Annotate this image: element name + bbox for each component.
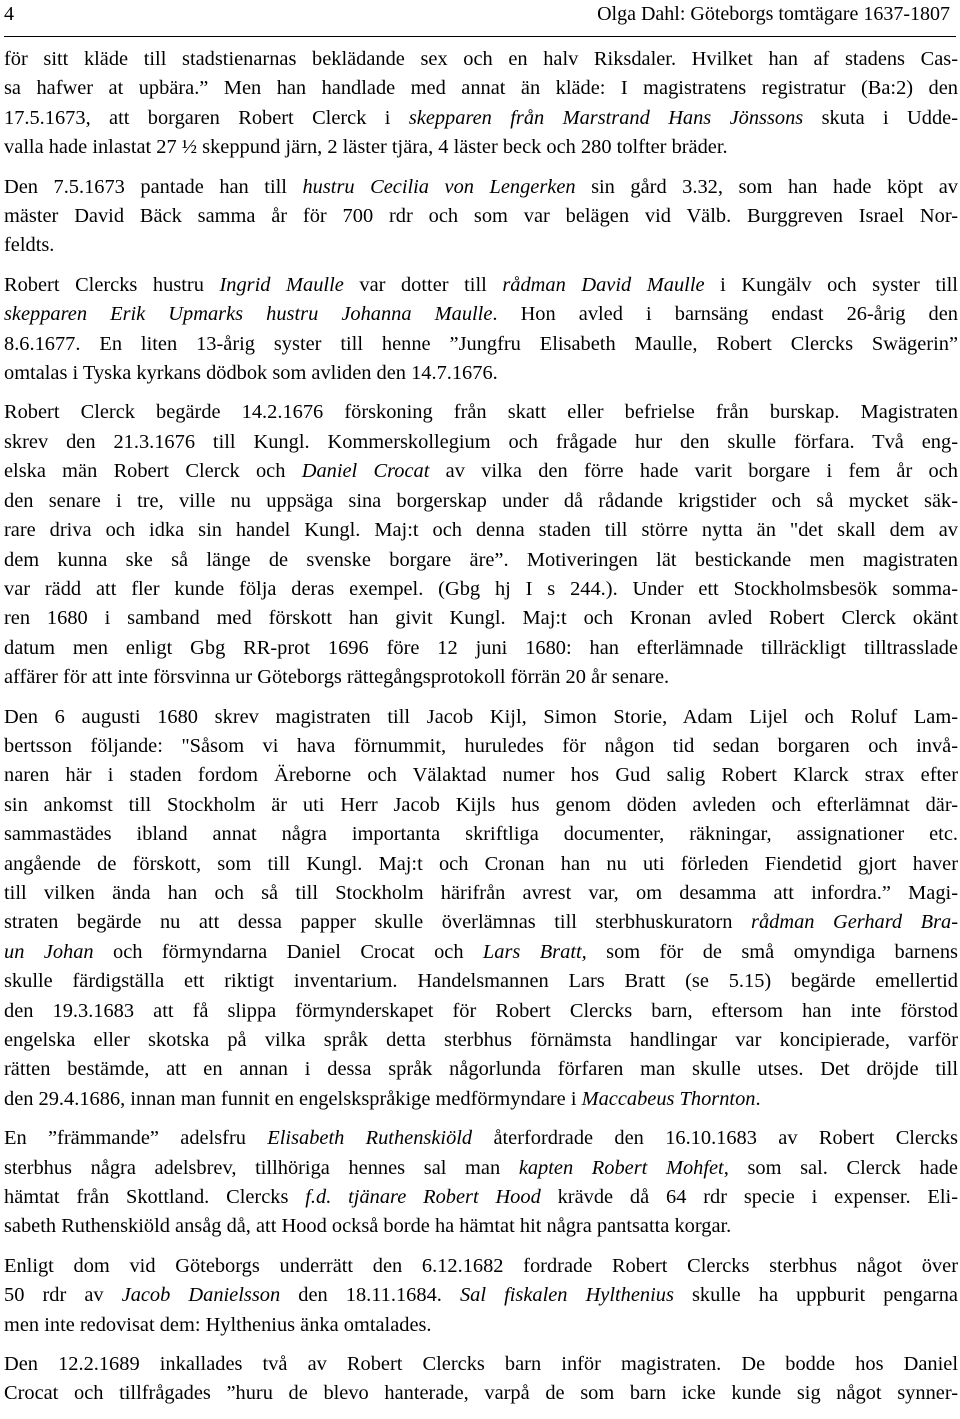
paragraph [4,1350,958,1409]
text-run: men inte redovisat dem: Hylthenius änka omtalades. [4,1313,432,1336]
italic-text: Sal fiskalen Hylthenius [459,1284,674,1307]
text-run: dem kunna ske så länge de svenske borgare äre”. Motiveringen lät bestickande men magistraten [4,548,958,571]
text-run: sin ankomst till Stockholm är uti Herr Jacob Kijls hus genom döden avleden och efterlämnat där- [4,793,958,816]
text-run: av vilka den förre hade varit borgare i fem år och [429,460,958,483]
text-run: sabeth Ruthenskiöld ansåg då, att Hood också borde ha hämtat hit några pantsatta korgar. [4,1215,732,1238]
text-line [4,703,958,732]
text-run: och förmyndarna Daniel Crocat och [93,940,483,963]
text-line [4,300,958,329]
italic-text: hustru Cecilia von Lengerken [302,175,576,198]
text-run: sa hafwer at upbära.” Men han handlade med annat än kläde: I magistratens registratur (Ba:2) den [4,77,958,100]
text-line [4,271,958,300]
text-line [4,516,958,545]
text-line [4,231,958,260]
text-line [4,850,958,879]
text-line [4,1252,958,1281]
text-run: skrev den 21.3.1676 till Kungl. Kommerskollegium och frågade hur den skulle förfara. Två eng- [4,430,958,453]
text-line [4,820,958,849]
paragraph [4,45,958,163]
paragraph [4,271,958,389]
text-run: den 19.3.1683 att få slippa förmynderskapet för Robert Clercks barn, eftersom han inte förstod [4,999,958,1022]
paragraph [4,703,958,1115]
text-line [4,1281,958,1310]
text-run: engelska eller skotska på vilka språk detta sterbhus förnämsta handlingar var koncipierade, varför [4,1029,958,1051]
text-run: Crocat och tillfrågades ”huru de blevo hanterade, varpå de som barn icke kunde sig något synner- [4,1382,958,1405]
text-line [4,45,958,74]
text-run: var dotter till [343,273,503,296]
text-run: krävde då 64 rdr specie i expenser. Eli- [540,1186,958,1209]
text-run: som för de små omyndiga barnens [586,940,958,963]
italic-text: kapten Robert Mohfet [518,1156,724,1179]
paragraph [4,173,958,261]
italic-text: Maccabeus Thornton [581,1087,756,1110]
page-number: 4 [4,3,14,25]
italic-text: skepparen Erik Upmarks hustru Johanna Maulle [4,303,493,326]
text-line [4,997,958,1026]
text-run: hämtat från Skottland. Clercks [4,1186,306,1209]
text-line [4,663,958,692]
text-line [4,1055,958,1084]
text-line [4,732,958,761]
italic-text: f.d. tjänare Robert Hood [305,1186,541,1209]
text-line [4,330,958,359]
text-line [4,791,958,820]
text-run: bertsson följande: "Såsom vi hava förnummit, huruledes för någon tid sedan borgaren och invå- [4,734,958,757]
text-line [4,879,958,908]
italic-text: Lars Bratt, [482,940,587,963]
text-line [4,359,958,388]
text-run: ren 1680 i samband med förskott han givit Kungl. Maj:t och Kronan avled Robert Clerck okänt [4,607,958,630]
text-run: 8.6.1677. En liten 13-årig syster till henne ”Jungfru Elisabeth Maulle, Robert Clercks Swägerin” [4,332,958,355]
text-run: . [755,1087,761,1110]
text-run: för sitt kläde till stadstienarnas beklädande sex och en halv Riksdaler. Hvilket han af stadens Cas- [4,48,958,70]
text-run: straten begärde nu att dessa papper skulle överlämnas till sterbhuskuratorn [4,911,752,934]
paragraph [4,1124,958,1242]
text-run: rätten bestämde, att en annan i dessa språk någorlunda förfaren man skulle utses. Det dröjde till [4,1058,958,1081]
italic-text: un Johan [4,940,94,963]
text-line [4,1379,958,1408]
text-line [4,202,958,231]
text-line [4,133,958,162]
italic-text: Ingrid Maulle [219,273,344,296]
text-run: den senare i tre, ville nu uppsäga sina borgerskap under då rådande krigstider och så mycket säk- [4,489,958,512]
text-run: angående de förskott, som till Kungl. Maj:t och Cronan han nu uti förleden Fiendetid gjort haver [4,852,958,875]
text-run: återfordrade den 16.10.1683 av Robert Clercks [472,1127,958,1150]
text-line [4,546,958,575]
text-run: affärer för att inte försvinna ur Göteborgs rättegångsprotokoll förrän 20 år senare. [4,666,670,689]
text-run: feldts. [4,234,55,257]
text-run: i Kungälv och syster till [704,273,958,296]
text-run: rare driva och idka sin handel Kungl. Maj:t och denna staden till större nytta än "det skall dem av [4,519,958,542]
text-run: Robert Clercks hustru [4,273,220,296]
text-line [4,1183,958,1212]
header-rule [4,36,956,37]
text-run: den 29.4.1686, innan man funnit en engelskspråkige medförmyndare i [4,1087,582,1110]
text-line [4,1311,958,1340]
text-run: sterbhus några adelsbrev, tillhöriga hennes sal man [4,1156,519,1179]
italic-text: rådman Gerhard Bra- [751,911,959,934]
text-line [4,908,958,937]
paragraph [4,398,958,692]
text-line [4,1124,958,1153]
text-line [4,74,958,103]
text-line [4,398,958,427]
text-run: Enligt dom vid Göteborgs underrätt den 6.12.1682 fordrade Robert Clercks sterbhus något över [4,1254,958,1277]
text-run: Den 12.2.1689 inkallades två av Robert Clercks barn inför magistraten. De bodde hos Daniel [4,1353,958,1376]
text-line [4,1212,958,1241]
text-line [4,1026,958,1055]
text-run: naren här i staden fordom Äreborne och Välaktad numer hos Gud salig Robert Klarck strax efter [4,764,958,787]
italic-text: Daniel Crocat [301,460,430,483]
text-line [4,487,958,516]
italic-text: Jacob Danielsson [121,1284,281,1307]
text-line [4,428,958,457]
text-run: mäster David Bäck samma år för 700 rdr och som var belägen vid Välb. Burggreven Israel Nor- [4,205,958,228]
text-line [4,967,958,996]
text-line [4,457,958,486]
text-run: Den 6 augusti 1680 skrev magistraten till Jacob Kijl, Simon Storie, Adam Lijel och Roluf Lam- [4,705,958,728]
text-run: Robert Clerck begärde 14.2.1676 förskoning från skatt eller befrielse från burskap. Magistraten [4,401,958,424]
text-run: sammastädes ibland annat några importanta skriftliga documenter, räkningar, assignationer etc. [4,823,958,846]
text-line [4,104,958,133]
text-run: skulle ha uppburit pengarna [673,1284,958,1307]
text-run: omtalas i Tyska kyrkans dödbok som avliden den 14.7.1676. [4,362,498,385]
text-run: skuta i Udde- [803,106,958,129]
italic-text: Elisabeth Ruthenskiöld [267,1127,473,1150]
text-run: . Hon avled i barnsäng endast 26-årig den [492,303,958,326]
text-run: 50 rdr av [4,1284,122,1307]
text-line [4,575,958,604]
running-title: Olga Dahl: Göteborgs tomtägare 1637-1807 [597,3,950,25]
text-line [4,1350,958,1379]
text-line [4,1085,958,1114]
text-line [4,604,958,633]
text-run: sin gård 3.32, som han hade köpt av [575,175,958,198]
text-line [4,938,958,967]
text-line [4,173,958,202]
text-run: den 18.11.1684. [280,1284,460,1307]
text-run: Den 7.5.1673 pantade han till [4,175,303,198]
text-run: , som sal. Clerck hade [723,1156,958,1179]
body-text [4,45,958,1419]
text-run: En ”främmande” adelsfru [4,1127,268,1150]
text-line [4,634,958,663]
italic-text: rådman David Maulle [502,273,705,296]
paragraph [4,1252,958,1340]
text-line [4,1154,958,1183]
text-run: datum men enligt Gbg RR-prot 1696 före 12 juni 1680: han efterlämnade tillräckligt tilltrasslade [4,636,958,659]
text-run: skulle färdigställa ett riktigt inventarium. Handelsmannen Lars Bratt (se 5.15) begärde emellertid [4,970,958,993]
text-run: till vilken ända han och så till Stockholm härifrån avrest var, om desamma att infordra.” Magi- [4,881,958,904]
text-run: valla hade inlastat 27 ½ skeppund järn, 2 läster tjära, 4 läster beck och 280 tolfter bräder. [4,136,728,159]
text-line [4,761,958,790]
text-run: var rädd att fler kunde följa deras exempel. (Gbg hj I s 244.). Under ett Stockholmsbesök somma- [4,577,958,600]
page-header [4,0,950,28]
italic-text: skepparen från Marstrand Hans Jönssons [408,106,804,129]
text-run: elska män Robert Clerck och [4,460,302,483]
text-run: 17.5.1673, att borgaren Robert Clerck i [4,106,409,129]
